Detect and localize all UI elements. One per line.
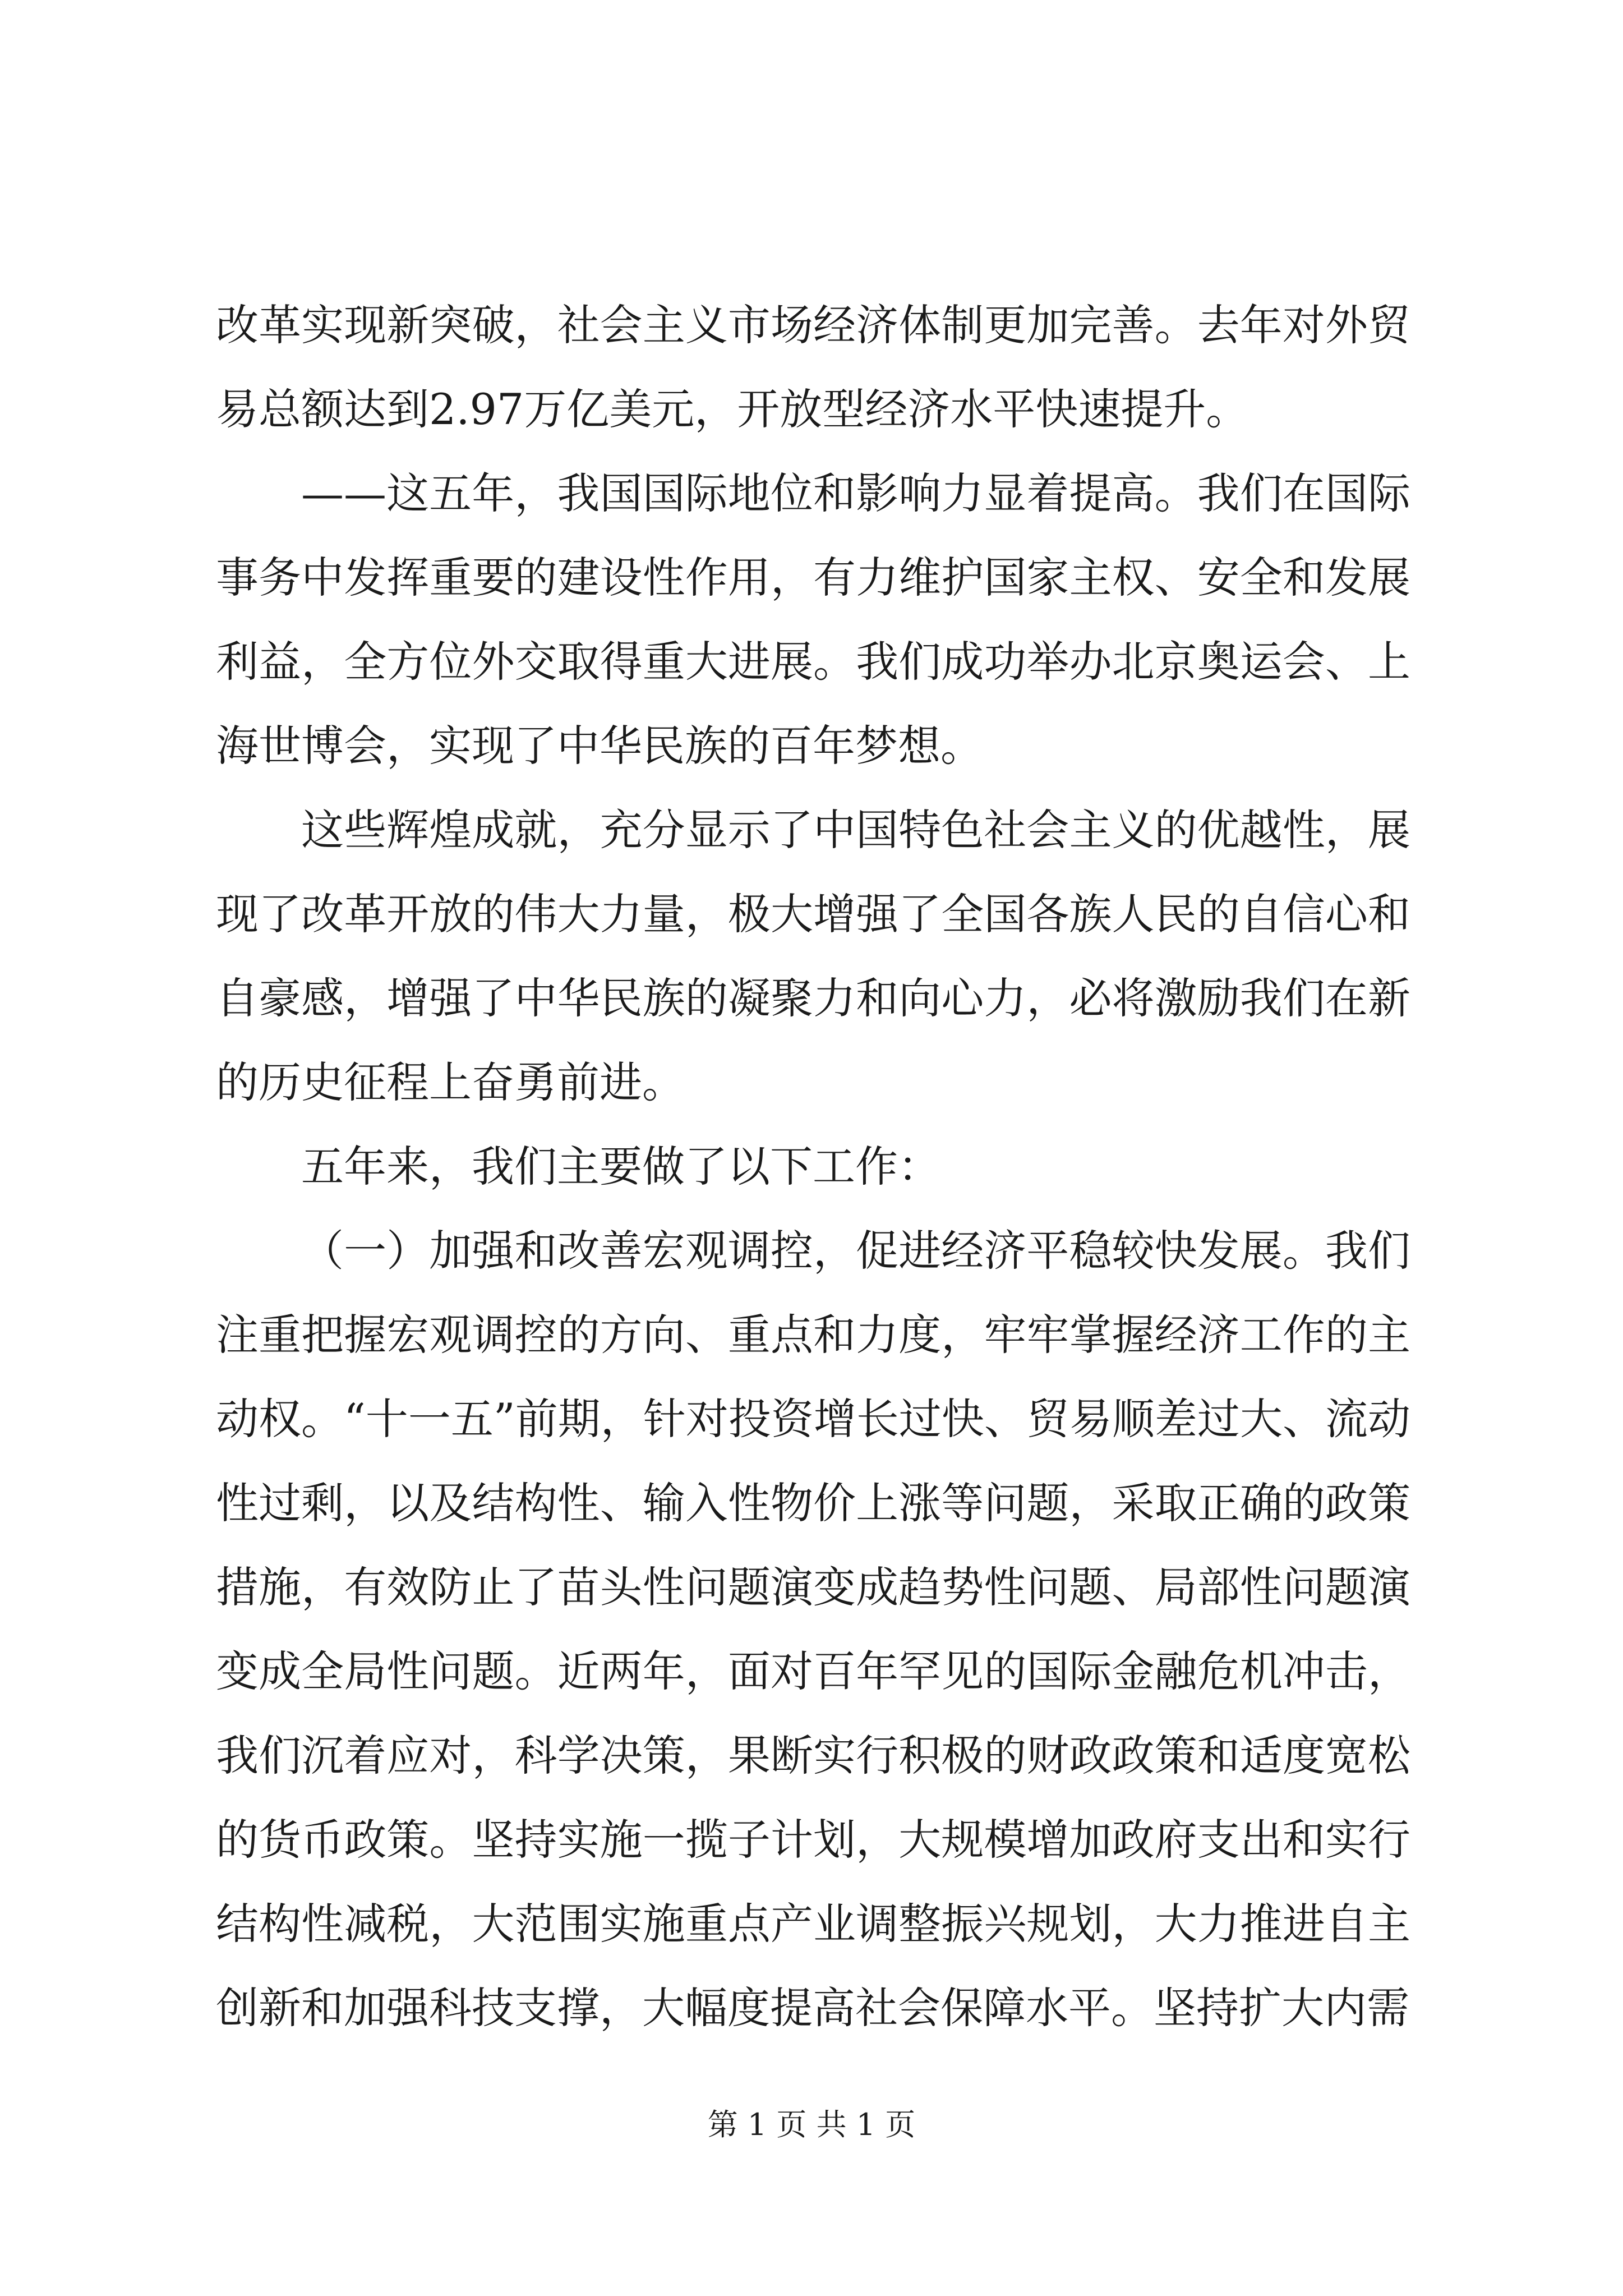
document-body <box>216 283 1410 2050</box>
paragraph-2: ——这五年，我国国际地位和影响力显着提高。我们在国际事务中发挥重要的建设性作用，有力维护国家主权、安全和发展利益，全方位外交取得重大进展。我们成功举办北京奥运会、上海世博会，实现了中华民族的百年梦想。 <box>216 468 1410 771</box>
paragraph-5: （一）加强和改善宏观调控，促进经济平稳较快发展。我们注重把握宏观调控的方向、重点和力度，牢牢掌握经济工作的主动权。“十一五”前期，针对投资增长过快、贸易顺差过大、流动性过剩，以及结构性、输入性物价上涨等问题，采取正确的政策措施，有效防止了苗头性问题演变成趋势性问题、局部性问题演变成全局性问题。近两年，面对百年罕见的国际金融危机冲击，我们沉着应对，科学决策，果断实行积极的财政政策和适度宽松的货币政策。坚持实施一揽子计划，大规模增加政府支出和实行结构性减税，大范围实施重点产业调整振兴规划，大力推进自主创新和加强科技支撑，大幅度提高社会保障水平。坚持扩大内需 <box>216 1226 1410 2033</box>
page-footer: 第 1 页 共 1 页 <box>707 2107 916 2142</box>
paragraph-1: 改革实现新突破，社会主义市场经济体制更加完善。去年对外贸易总额达到2.97万亿美元，开放型经济水平快速提升。 <box>216 300 1410 434</box>
paragraph-3: 这些辉煌成就，充分显示了中国特色社会主义的优越性，展现了改革开放的伟大力量，极大增强了全国各族人民的自信心和自豪感，增强了中华民族的凝聚力和向心力，必将激励我们在新的历史征程上奋勇前进。 <box>216 805 1410 1107</box>
paragraph-4: 五年来，我们主要做了以下工作： <box>301 1142 940 1191</box>
